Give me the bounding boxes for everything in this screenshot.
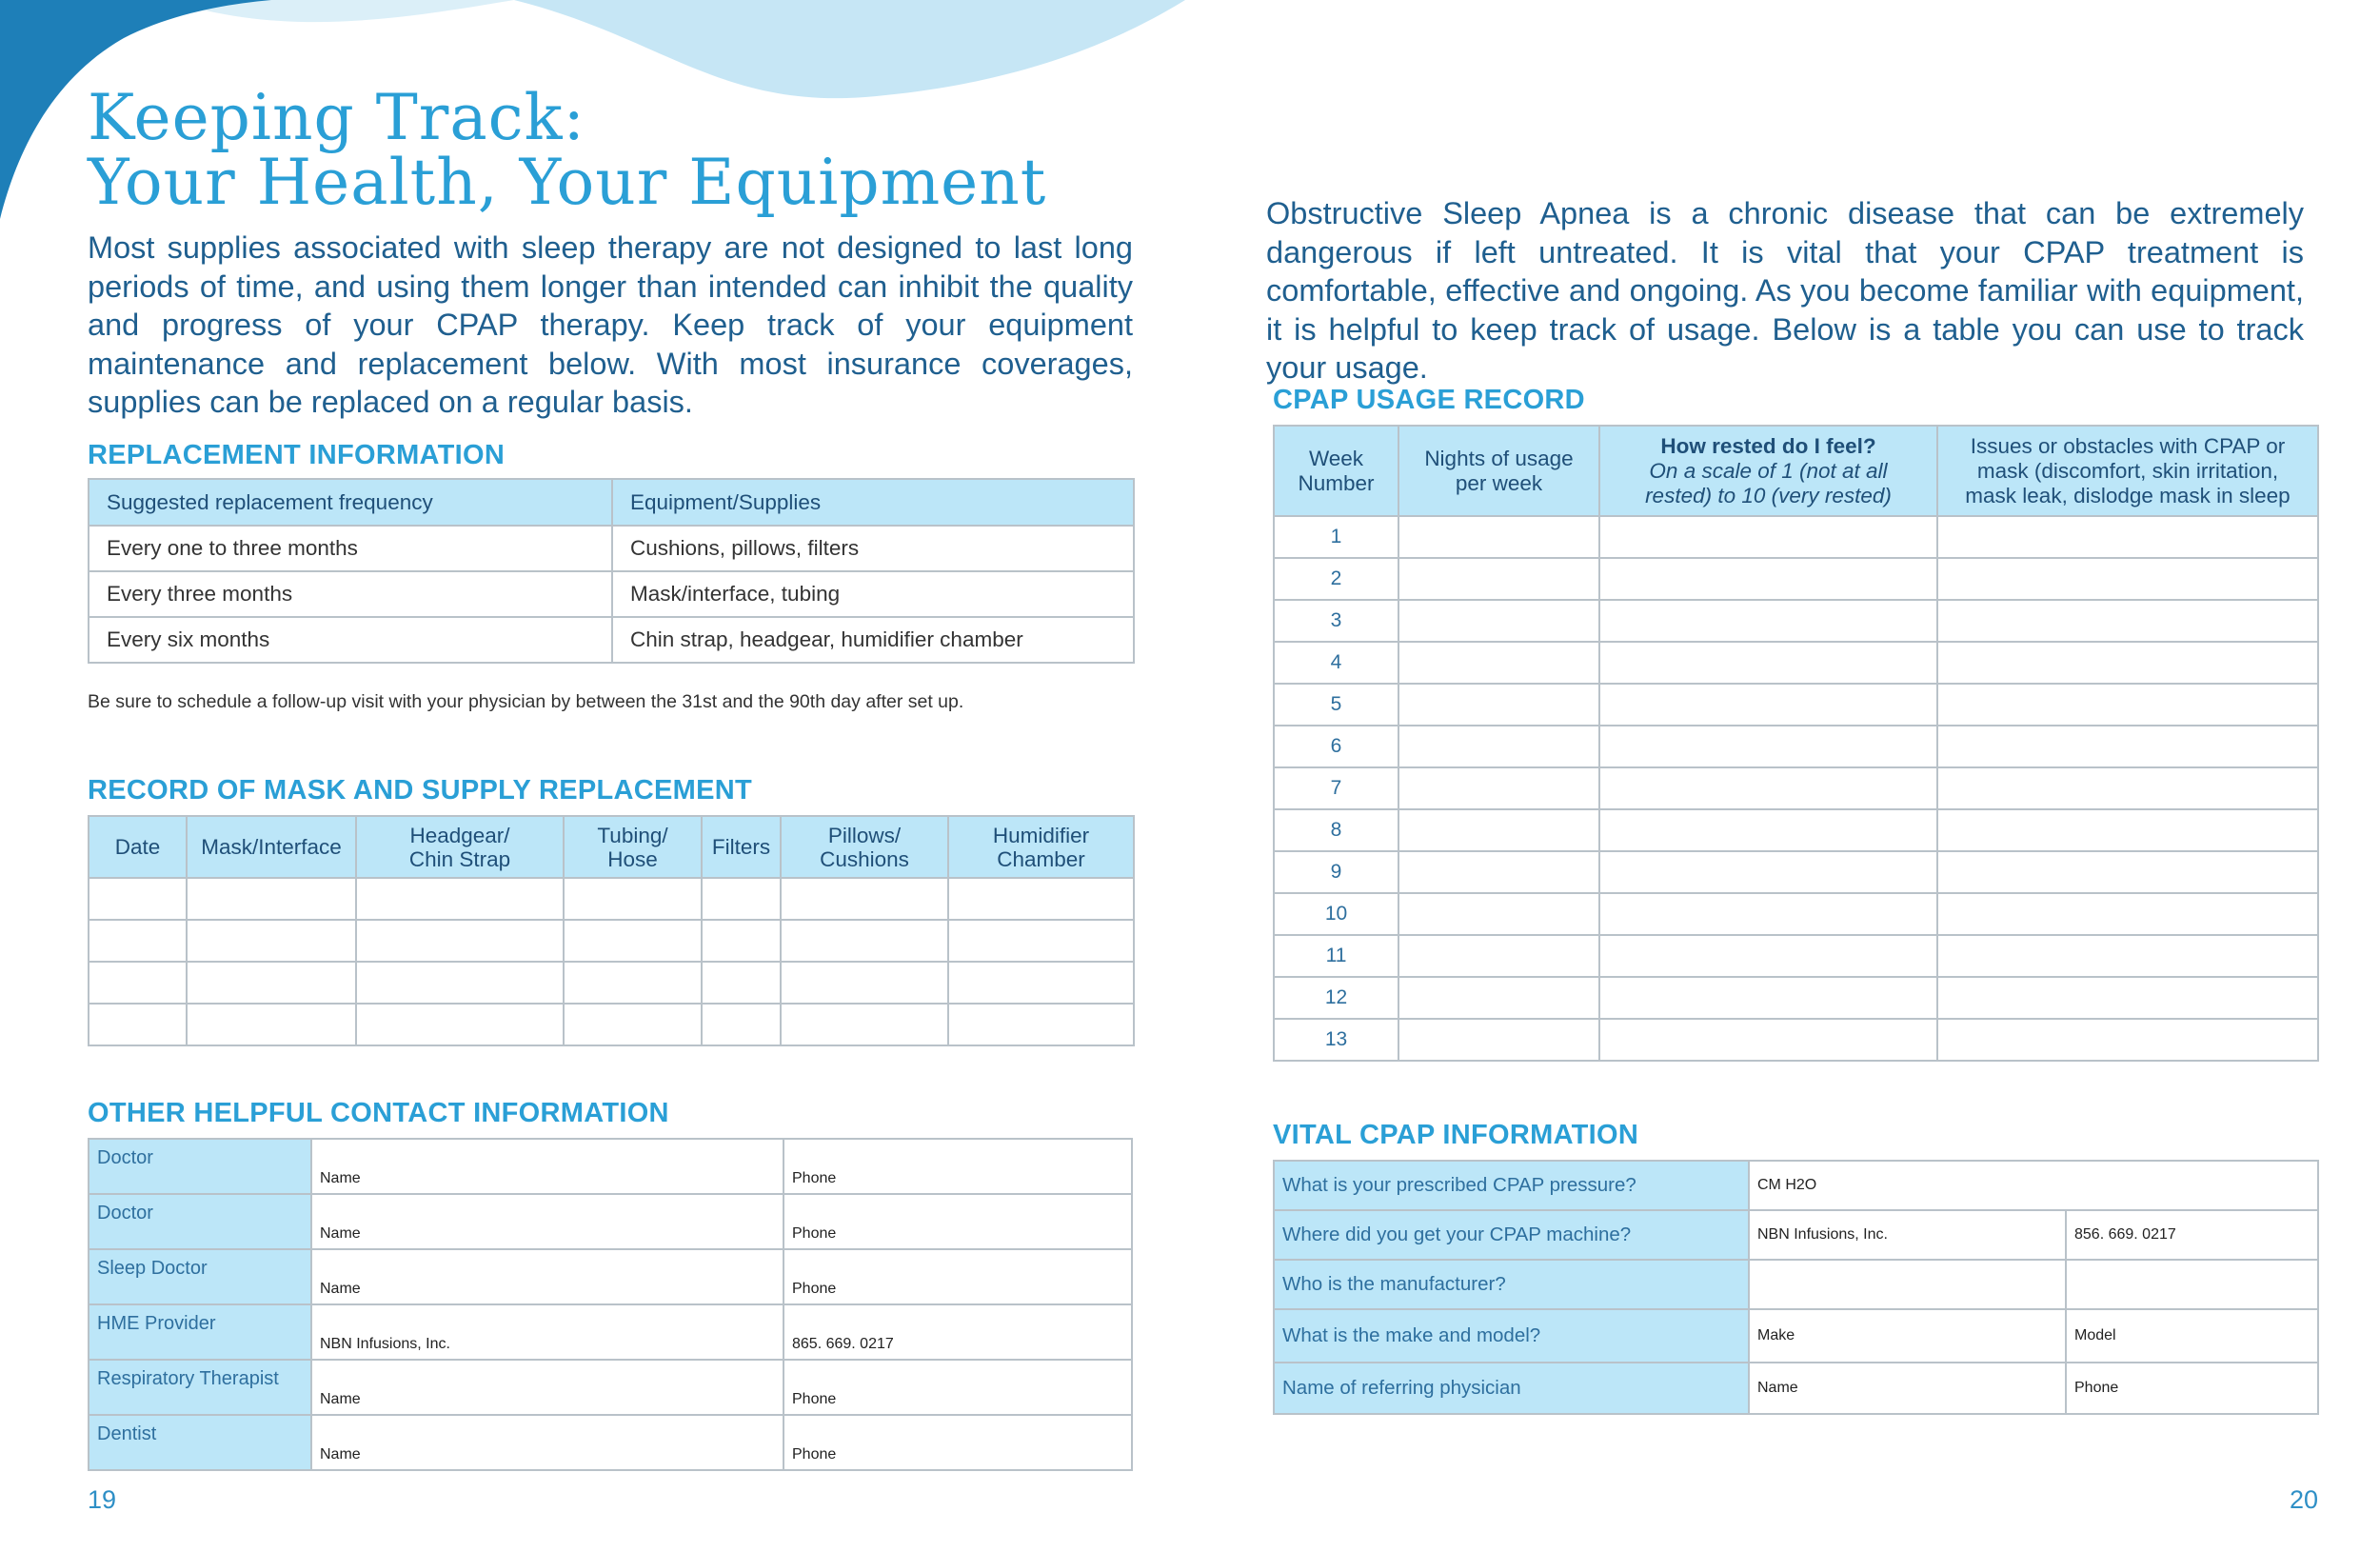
contact-label: Respiratory Therapist	[89, 1360, 311, 1415]
record-table	[88, 815, 1135, 1046]
entry-cell[interactable]	[1937, 642, 2318, 684]
entry-cell[interactable]	[187, 1004, 356, 1045]
entry-cell[interactable]	[564, 962, 702, 1004]
table-cell: Chin strap, headgear, humidifier chamber	[612, 617, 1134, 663]
table-row	[1274, 1019, 2318, 1061]
contact-phone-field[interactable]: Phone	[783, 1194, 1132, 1249]
entry-cell[interactable]	[1398, 851, 1599, 893]
entry-cell[interactable]	[1599, 642, 1937, 684]
table-row	[89, 1249, 1132, 1304]
entry-cell[interactable]	[1937, 558, 2318, 600]
contact-name-field[interactable]: Name	[311, 1415, 783, 1470]
entry-cell[interactable]	[1937, 726, 2318, 767]
table-row	[89, 1139, 1132, 1194]
entry-cell[interactable]	[1937, 851, 2318, 893]
page-number-right: 20	[2290, 1485, 2319, 1514]
entry-cell[interactable]	[1599, 935, 1937, 977]
table-cell: Every three months	[89, 571, 612, 617]
week-number: 5	[1274, 684, 1398, 726]
table-row	[1274, 642, 2318, 684]
contact-label: HME Provider	[89, 1304, 311, 1360]
intro-paragraph-right: Obstructive Sleep Apnea is a chronic disease that can be extremely dangerous if left untreated. It is vital that your CPAP treatment is comfortable, effective and ongoing. As you become familiar with equipment, it is helpful to keep track of usage. Below is a table you can use to track your usage.	[1266, 196, 2304, 385]
contact-name-field[interactable]: Name	[311, 1249, 783, 1304]
table-row	[1274, 767, 2318, 809]
vital-label: Who is the manufacturer?	[1274, 1260, 1749, 1309]
contact-name-field[interactable]: Name	[311, 1139, 783, 1194]
table-row	[1274, 1260, 2318, 1309]
table-row	[89, 920, 1134, 962]
column-header: Tubing/ Hose	[564, 816, 702, 878]
week-number: 13	[1274, 1019, 1398, 1061]
contact-phone-field[interactable]: Phone	[783, 1415, 1132, 1470]
table-row	[1274, 1309, 2318, 1363]
column-header: Suggested replacement frequency	[89, 479, 612, 526]
table-header-row	[89, 479, 1134, 526]
entry-cell[interactable]	[1398, 600, 1599, 642]
table-row	[89, 1360, 1132, 1415]
table-row	[1274, 684, 2318, 726]
title-line-1: Keeping Track:	[88, 81, 585, 154]
vital-heading: VITAL CPAP INFORMATION	[1273, 1120, 1639, 1150]
replacement-heading: REPLACEMENT INFORMATION	[88, 440, 506, 470]
vital-label: Where did you get your CPAP machine?	[1274, 1210, 1749, 1260]
entry-cell[interactable]	[702, 878, 781, 920]
table-cell: Every six months	[89, 617, 612, 663]
table-header-row	[1274, 426, 2318, 516]
title-line-2: Your Health, Your Equipment	[88, 146, 1047, 219]
entry-cell[interactable]	[1599, 600, 1937, 642]
contact-name-field[interactable]: Name	[311, 1360, 783, 1415]
entry-cell[interactable]	[1937, 600, 2318, 642]
table-row	[1274, 977, 2318, 1019]
contact-phone-field[interactable]: Phone	[783, 1249, 1132, 1304]
follow-up-note: Be sure to schedule a follow-up visit with your physician by between the 31st and the 90th day after set up.	[88, 691, 964, 712]
table-row	[1274, 1363, 2318, 1414]
entry-cell[interactable]	[1398, 558, 1599, 600]
entry-cell[interactable]	[1599, 893, 1937, 935]
entry-cell[interactable]	[356, 878, 564, 920]
entry-cell[interactable]	[89, 1004, 187, 1045]
table-row	[89, 617, 1134, 663]
table-cell: Mask/interface, tubing	[612, 571, 1134, 617]
record-heading: RECORD OF MASK AND SUPPLY REPLACEMENT	[88, 775, 753, 806]
entry-cell[interactable]	[187, 878, 356, 920]
week-number: 8	[1274, 809, 1398, 851]
entry-cell[interactable]	[1937, 977, 2318, 1019]
table-cell: Cushions, pillows, filters	[612, 526, 1134, 571]
entry-cell[interactable]	[1398, 977, 1599, 1019]
vital-value-field[interactable]: Model	[2066, 1309, 2318, 1363]
entry-cell[interactable]	[564, 1004, 702, 1045]
week-number: 12	[1274, 977, 1398, 1019]
entry-cell[interactable]	[1398, 767, 1599, 809]
entry-cell[interactable]	[1937, 516, 2318, 558]
entry-cell[interactable]	[1398, 1019, 1599, 1061]
column-header: Humidifier Chamber	[948, 816, 1134, 878]
entry-cell[interactable]	[1398, 935, 1599, 977]
column-header: Headgear/ Chin Strap	[356, 816, 564, 878]
table-row	[1274, 809, 2318, 851]
entry-cell[interactable]	[1398, 642, 1599, 684]
entry-cell[interactable]	[1599, 558, 1937, 600]
vital-table	[1273, 1160, 2319, 1415]
entry-cell[interactable]	[781, 920, 948, 962]
column-header: Pillows/ Cushions	[781, 816, 948, 878]
column-header: How rested do I feel? On a scale of 1 (not at all rested) to 10 (very rested)	[1599, 426, 1937, 516]
entry-cell[interactable]	[564, 920, 702, 962]
table-row	[1274, 558, 2318, 600]
week-number: 10	[1274, 893, 1398, 935]
entry-cell[interactable]	[356, 962, 564, 1004]
table-row	[89, 1415, 1132, 1470]
table-row	[89, 571, 1134, 617]
table-row	[89, 526, 1134, 571]
entry-cell[interactable]	[1937, 767, 2318, 809]
entry-cell[interactable]	[187, 962, 356, 1004]
week-number: 9	[1274, 851, 1398, 893]
table-row	[1274, 851, 2318, 893]
week-number: 1	[1274, 516, 1398, 558]
entry-cell[interactable]	[948, 920, 1134, 962]
entry-cell[interactable]	[1937, 684, 2318, 726]
table-row	[89, 878, 1134, 920]
entry-cell[interactable]	[1599, 1019, 1937, 1061]
table-row	[1274, 1210, 2318, 1260]
contacts-table	[88, 1138, 1133, 1471]
week-number: 11	[1274, 935, 1398, 977]
entry-cell[interactable]	[1599, 977, 1937, 1019]
contact-phone-field[interactable]: Phone	[783, 1139, 1132, 1194]
entry-cell[interactable]	[1398, 516, 1599, 558]
entry-cell[interactable]	[1599, 684, 1937, 726]
vital-value-field[interactable]: Name	[1749, 1363, 2066, 1414]
entry-cell[interactable]	[89, 878, 187, 920]
replacement-table	[88, 478, 1135, 664]
column-header: Nights of usage per week	[1398, 426, 1599, 516]
usage-heading: CPAP USAGE RECORD	[1273, 385, 1585, 415]
entry-cell[interactable]	[1937, 935, 2318, 977]
vital-label: What is the make and model?	[1274, 1309, 1749, 1363]
vital-value-field[interactable]: Make	[1749, 1309, 2066, 1363]
entry-cell[interactable]	[1599, 809, 1937, 851]
vital-value-field[interactable]: CM H2O	[1749, 1161, 2318, 1210]
entry-cell[interactable]	[1937, 893, 2318, 935]
contact-label: Dentist	[89, 1415, 311, 1470]
contact-label: Sleep Doctor	[89, 1249, 311, 1304]
table-row	[89, 962, 1134, 1004]
table-row	[1274, 726, 2318, 767]
entry-cell[interactable]	[1599, 726, 1937, 767]
entry-cell[interactable]	[781, 1004, 948, 1045]
vital-value-field[interactable]: 856. 669. 0217	[2066, 1210, 2318, 1260]
contact-label: Doctor	[89, 1194, 311, 1249]
column-header: Date	[89, 816, 187, 878]
entry-cell[interactable]	[89, 962, 187, 1004]
week-number: 3	[1274, 600, 1398, 642]
vital-value-field[interactable]	[1749, 1260, 2066, 1309]
column-header: Equipment/Supplies	[612, 479, 1134, 526]
entry-cell[interactable]	[1599, 851, 1937, 893]
page-number-left: 19	[88, 1485, 117, 1514]
table-row	[1274, 600, 2318, 642]
entry-cell[interactable]	[948, 878, 1134, 920]
entry-cell[interactable]	[1937, 809, 2318, 851]
entry-cell[interactable]	[1599, 516, 1937, 558]
column-header: Filters	[702, 816, 781, 878]
table-row	[1274, 1161, 2318, 1210]
table-row	[1274, 935, 2318, 977]
vital-value-field[interactable]: Phone	[2066, 1363, 2318, 1414]
page-title	[88, 81, 1047, 219]
entry-cell[interactable]	[781, 878, 948, 920]
entry-cell[interactable]	[1937, 1019, 2318, 1061]
table-row	[1274, 516, 2318, 558]
week-number: 7	[1274, 767, 1398, 809]
contact-phone-field[interactable]: Phone	[783, 1360, 1132, 1415]
column-header: Week Number	[1274, 426, 1398, 516]
table-row	[89, 1304, 1132, 1360]
vital-value-field[interactable]	[2066, 1260, 2318, 1309]
entry-cell[interactable]	[187, 920, 356, 962]
table-row	[89, 1194, 1132, 1249]
entry-cell[interactable]	[781, 962, 948, 1004]
vital-value-field[interactable]: NBN Infusions, Inc.	[1749, 1210, 2066, 1260]
entry-cell[interactable]	[89, 920, 187, 962]
contact-name-field[interactable]: NBN Infusions, Inc.	[311, 1304, 783, 1360]
entry-cell[interactable]	[564, 878, 702, 920]
entry-cell[interactable]	[356, 1004, 564, 1045]
column-header: Mask/Interface	[187, 816, 356, 878]
entry-cell[interactable]	[948, 1004, 1134, 1045]
entry-cell[interactable]	[702, 920, 781, 962]
entry-cell[interactable]	[702, 962, 781, 1004]
table-cell: Every one to three months	[89, 526, 612, 571]
week-number: 4	[1274, 642, 1398, 684]
table-header-row	[89, 816, 1134, 878]
entry-cell[interactable]	[356, 920, 564, 962]
table-row	[89, 1004, 1134, 1045]
contact-phone-field[interactable]: 865. 669. 0217	[783, 1304, 1132, 1360]
entry-cell[interactable]	[702, 1004, 781, 1045]
week-number: 6	[1274, 726, 1398, 767]
contact-label: Doctor	[89, 1139, 311, 1194]
entry-cell[interactable]	[1398, 893, 1599, 935]
contacts-heading: OTHER HELPFUL CONTACT INFORMATION	[88, 1098, 669, 1128]
usage-table	[1273, 425, 2319, 1062]
table-row	[1274, 893, 2318, 935]
contact-name-field[interactable]: Name	[311, 1194, 783, 1249]
vital-label: What is your prescribed CPAP pressure?	[1274, 1161, 1749, 1210]
entry-cell[interactable]	[1398, 726, 1599, 767]
intro-paragraph-left: Most supplies associated with sleep therapy are not designed to last long periods of time, and using them longer than intended can inhibit the quality and progress of your CPAP therapy. Keep track of your equipment maintenance and replacement below. With most insurance coverages, supplies can be replaced on a regular basis.	[88, 230, 1133, 419]
week-number: 2	[1274, 558, 1398, 600]
entry-cell[interactable]	[948, 962, 1134, 1004]
entry-cell[interactable]	[1398, 809, 1599, 851]
column-header: Issues or obstacles with CPAP or mask (discomfort, skin irritation, mask leak, dislodge mask in sleep	[1937, 426, 2318, 516]
entry-cell[interactable]	[1398, 684, 1599, 726]
vital-label: Name of referring physician	[1274, 1363, 1749, 1414]
entry-cell[interactable]	[1599, 767, 1937, 809]
